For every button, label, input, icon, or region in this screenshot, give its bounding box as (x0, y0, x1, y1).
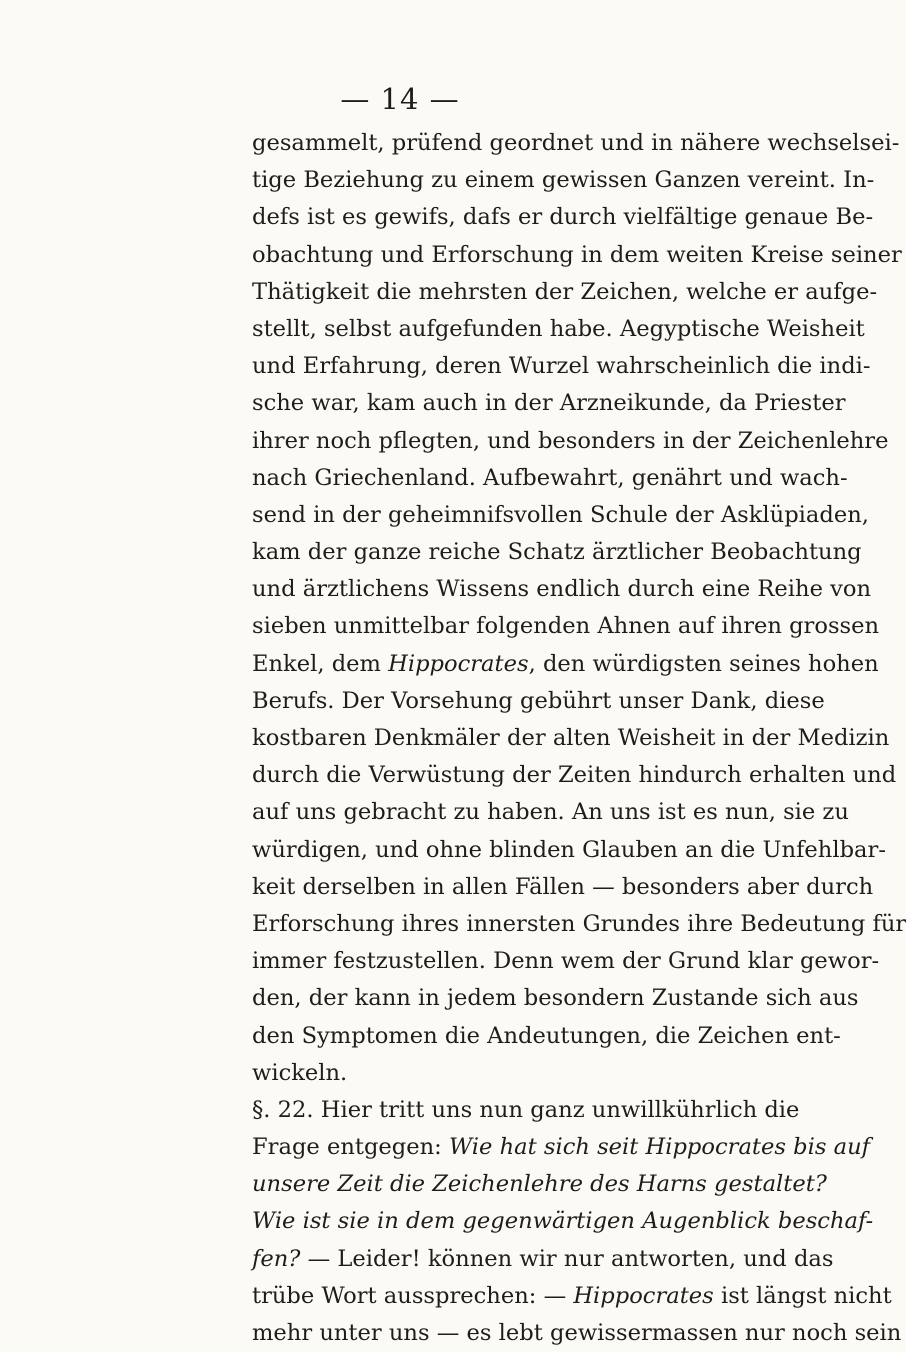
text-line: stellt, selbst aufgefunden habe. Aegyptische Weisheit (252, 315, 865, 342)
text-line: den Symptomen die Andeutungen, die Zeichen ent- (252, 1022, 841, 1049)
text-line: kostbaren Denkmäler der alten Weisheit in der Medizin (252, 725, 890, 751)
text-line: defs ist es gewifs, dafs er durch vielfältige genaue Be- (252, 204, 874, 231)
page-number: — 14 — (340, 82, 460, 116)
text-line: ihrer noch pflegten, und besonders in der Zeichenlehre (252, 427, 889, 454)
text-line: sieben unmittelbar folgenden Ahnen auf ihren grossen (252, 613, 880, 640)
text-line: Wie ist sie in dem gegenwärtigen Augenblick beschaf- (252, 1208, 874, 1235)
text-line: und Erfahrung, deren Wurzel wahrscheinlich die indi- (252, 353, 871, 380)
text-line: kam der ganze reiche Schatz ärztlicher Beobachtung (252, 539, 862, 566)
text-line: trübe Wort aussprechen: — Hippocrates ist längst nicht (252, 1282, 892, 1309)
text-line: mehr unter uns — es lebt gewissermassen nur noch sein (252, 1320, 902, 1346)
text-line: Berufs. Der Vorsehung gebührt unser Dank, diese (252, 687, 825, 714)
text-line: send in der geheimnifsvollen Schule der Asklüpiaden, (252, 501, 869, 528)
text-line: nach Griechenland. Aufbewahrt, genährt und wach- (252, 464, 848, 491)
text-line: obachtung und Erforschung in dem weiten Kreise seiner (252, 241, 902, 268)
text-line: tige Beziehung zu einem gewissen Ganzen vereint. In- (252, 167, 875, 194)
text-line: durch die Verwüstung der Zeiten hindurch erhalten und (252, 762, 897, 789)
text-line: Erforschung ihres innersten Grundes ihre Bedeutung für (252, 910, 906, 937)
text-line: wickeln. (252, 1059, 348, 1086)
text-line: und ärztlichens Wissens endlich durch eine Reihe von (252, 576, 872, 603)
text-line: den, der kann in jedem besondern Zustande sich aus (252, 985, 859, 1012)
body-text (252, 125, 906, 1352)
text-line: Enkel, dem Hippocrates, den würdigsten seines hohen (252, 650, 879, 677)
text-line: Thätigkeit die mehrsten der Zeichen, welche er aufge- (252, 278, 878, 305)
text-line: gesammelt, prüfend geordnet und in nähere wechselsei- (252, 130, 900, 156)
text-line: fen? — Leider! können wir nur antworten, und das (252, 1245, 834, 1272)
text-line: unsere Zeit die Zeichenlehre des Harns gestaltet? (252, 1171, 827, 1198)
text-line: immer festzustellen. Denn wem der Grund klar gewor- (252, 948, 880, 975)
text-line: Frage entgegen: Wie hat sich seit Hippocrates bis auf (252, 1134, 870, 1161)
text-line: sche war, kam auch in der Arzneikunde, da Priester (252, 390, 846, 417)
text-line: auf uns gebracht zu haben. An uns ist es nun, sie zu (252, 799, 849, 826)
text-line: §. 22. Hier tritt uns nun ganz unwillkührlich die (252, 1096, 800, 1123)
text-line: keit derselben in allen Fällen — besonders aber durch (252, 873, 874, 900)
text-line: würdigen, und ohne blinden Glauben an die Unfehlbar- (252, 836, 886, 863)
